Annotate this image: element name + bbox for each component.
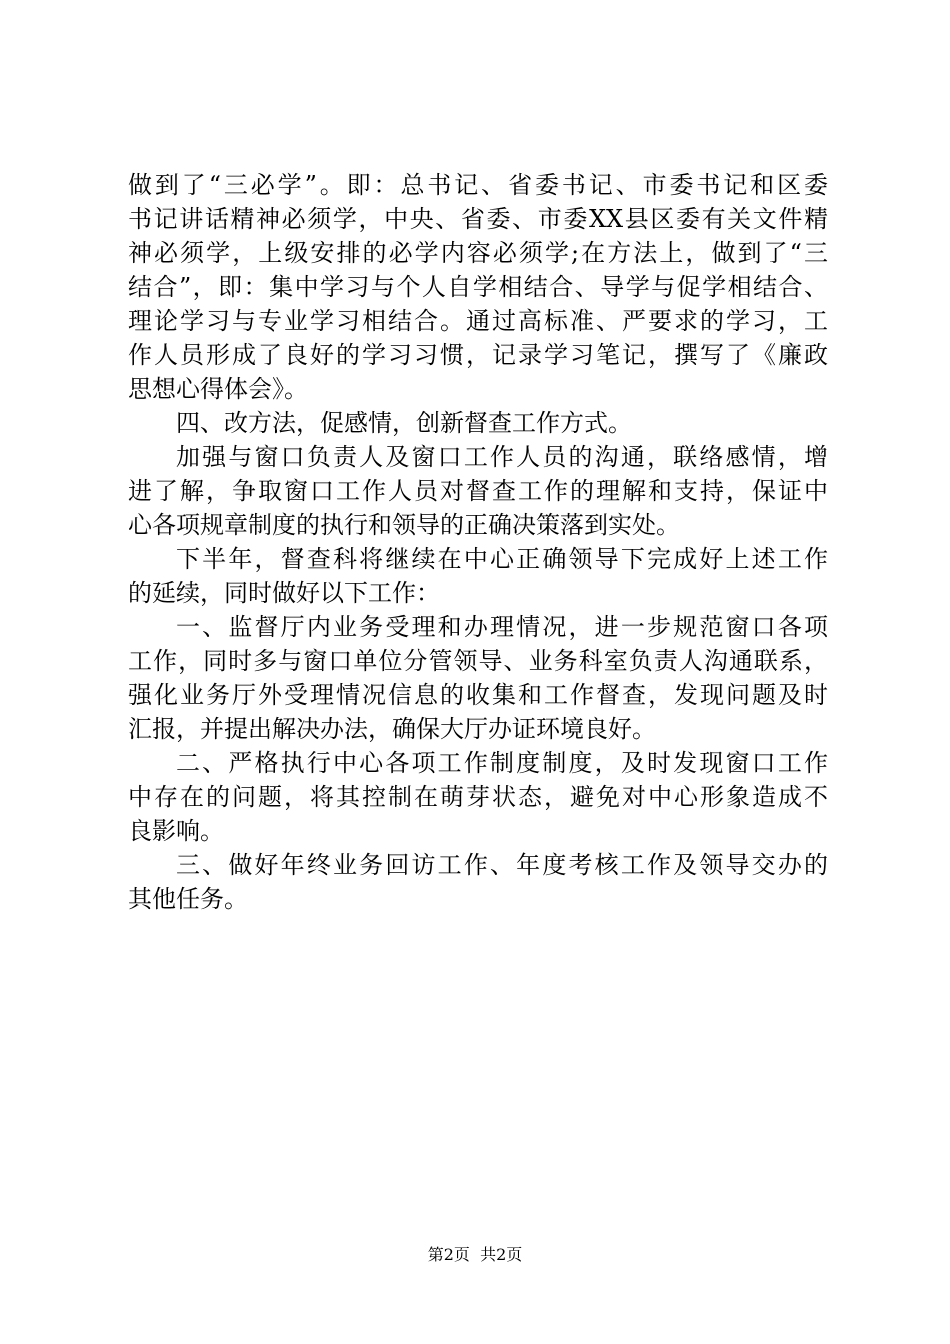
text-line: 汇报，并提出解决办法，确保大厅办证环境良好。 (128, 715, 656, 743)
text-line: 良影响。 (128, 817, 224, 845)
text-line: 加强与窗口负责人及窗口工作人员的沟通，联络感情，增 (176, 443, 828, 471)
text-line: 工作，同时多与窗口单位分管领导、业务科室负责人沟通联系， (128, 647, 828, 675)
text-line: 二、严格执行中心各项工作制度制度，及时发现窗口工作 (176, 749, 828, 777)
text-line: 作人员形成了良好的学习习惯，记录学习笔记，撰写了《廉政 (128, 341, 828, 369)
text-line: 三、做好年终业务回访工作、年度考核工作及领导交办的 (176, 851, 828, 879)
text-line: 理论学习与专业学习相结合。通过高标准、严要求的学习，工 (128, 307, 828, 335)
text-line: 一、监督厅内业务受理和办理情况，进一步规范窗口各项 (176, 613, 828, 641)
text-line: 结合”，即：集中学习与个人自学相结合、导学与促学相结合、 (128, 273, 828, 301)
text-line: 神必须学，上级安排的必学内容必须学;在方法上，做到了“三 (128, 239, 828, 267)
text-line: 书记讲话精神必须学，中央、省委、市委XX县区委有关文件精 (128, 205, 828, 233)
text-line: 中存在的问题，将其控制在萌芽状态，避免对中心形象造成不 (128, 783, 828, 811)
text-line: 心各项规章制度的执行和领导的正确决策落到实处。 (128, 511, 680, 539)
text-line: 其他任务。 (128, 885, 248, 913)
text-line: 思想心得体会》。 (128, 375, 308, 403)
document-body (128, 168, 828, 916)
text-line: 四、改方法，促感情，创新督查工作方式。 (176, 409, 632, 437)
page-footer: 第2页 共2页 (427, 1245, 523, 1264)
text-line: 做到了“三必学”。即：总书记、省委书记、市委书记和区委 (128, 171, 828, 199)
text-line: 的延续，同时做好以下工作： (128, 579, 440, 607)
text-line: 下半年，督查科将继续在中心正确领导下完成好上述工作 (176, 545, 828, 573)
text-line: 强化业务厅外受理情况信息的收集和工作督查，发现问题及时 (128, 681, 828, 709)
text-line: 进了解，争取窗口工作人员对督查工作的理解和支持，保证中 (128, 477, 828, 505)
